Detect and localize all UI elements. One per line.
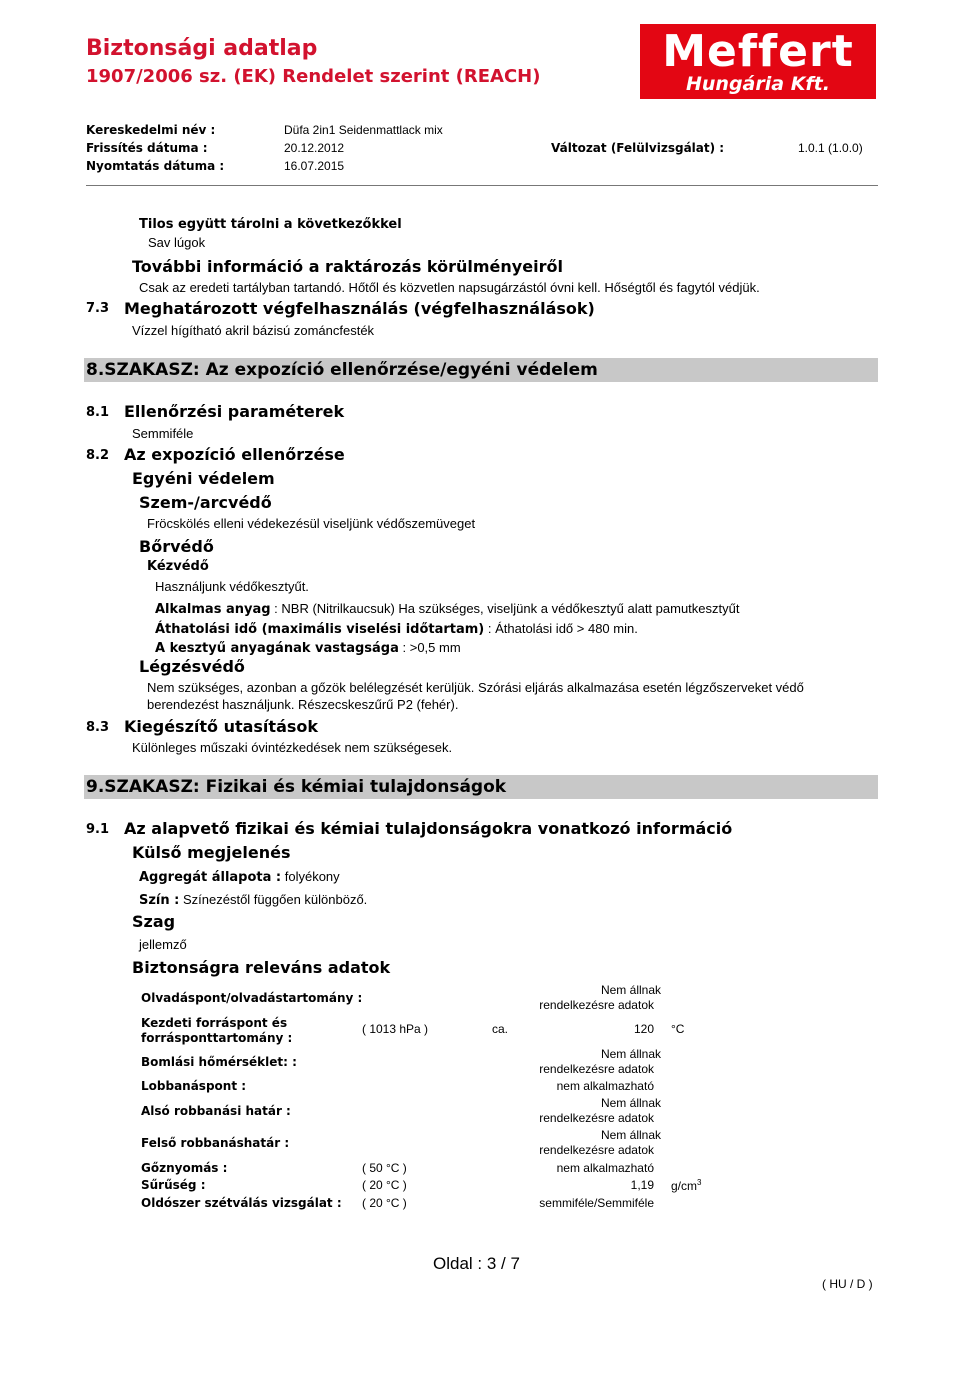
property-label-line2: forrásponttartomány : xyxy=(141,1031,293,1045)
property-value: nem alkalmazható xyxy=(556,1161,654,1175)
section-7-3-heading: Meghatározott végfelhasználás (végfelhasználások) xyxy=(124,299,595,318)
trade-name-label: Kereskedelmi név : xyxy=(86,123,216,137)
section-number-9-1: 9.1 xyxy=(86,822,110,837)
incompatible-heading: Tilos együtt tárolni a következőkkel xyxy=(139,217,402,232)
glove-thickness-line xyxy=(155,637,461,656)
incompatible-value: Sav lúgok xyxy=(148,235,206,250)
property-value-line2: rendelkezésre adatok xyxy=(539,998,654,1012)
property-condition: ( 1013 hPa ) xyxy=(362,1022,429,1036)
property-condition: ( 20 °C ) xyxy=(362,1196,407,1210)
section-9-band xyxy=(84,775,878,799)
breakthrough-text: : Áthatolási idő > 480 min. xyxy=(484,621,638,636)
hand-protection-text: Használjunk védőkesztyűt. xyxy=(155,579,309,594)
property-value: nem alkalmazható xyxy=(556,1079,654,1093)
trade-name: Düfa 2in1 Seidenmattlack mix xyxy=(284,123,443,137)
section-number-8-1: 8.1 xyxy=(86,405,110,420)
property-value: Nem állnak xyxy=(600,1047,661,1061)
updated-label: Frissítés dátuma : xyxy=(86,141,208,155)
property-label: Bomlási hőmérséklet: : xyxy=(141,1055,297,1069)
property-value: semmiféle/Semmiféle xyxy=(539,1196,654,1210)
property-unit-superscript: 3 xyxy=(697,1178,702,1187)
property-value: 1,19 xyxy=(630,1178,654,1192)
section-number-8-3: 8.3 xyxy=(86,720,110,735)
physical-state-label: Aggregát állapota : xyxy=(139,870,282,885)
property-label: Kezdeti forráspont és xyxy=(141,1016,288,1030)
section-8-3-heading: Kiegészítő utasítások xyxy=(124,717,319,736)
storage-text: Csak az eredeti tartályban tartandó. Hőtől és közvetlen napsugárzástól óvni kell. Hőségtől és fagytól védjük. xyxy=(139,280,760,295)
eye-protection-text: Fröcskölés elleni védekezésül viseljünk védőszemüveget xyxy=(147,516,476,531)
property-value-line2: rendelkezésre adatok xyxy=(539,1143,654,1157)
section-9-1-heading: Az alapvető fizikai és kémiai tulajdonságokra vonatkozó információ xyxy=(124,819,733,838)
section-8-1-text: Semmiféle xyxy=(132,426,194,441)
property-approx: ca. xyxy=(492,1022,509,1036)
odour-heading: Szag xyxy=(132,912,176,931)
breakthrough-line xyxy=(155,618,638,637)
color-value: Színezéstől függően különböző. xyxy=(179,892,368,907)
property-label: Felső robbanáshatár : xyxy=(141,1136,290,1150)
color-label: Szín : xyxy=(139,893,180,908)
section-8-band xyxy=(84,358,878,382)
glove-material-label: Alkalmas anyag xyxy=(155,602,271,617)
document-title: Biztonsági adatlap xyxy=(86,36,318,61)
property-value-line2: rendelkezésre adatok xyxy=(539,1062,654,1076)
section-9-title: 9.SZAKASZ: Fizikai és kémiai tulajdonságok xyxy=(86,777,507,797)
property-label: Gőznyomás : xyxy=(141,1161,228,1175)
section-number-7-3: 7.3 xyxy=(86,301,110,316)
glove-material-line xyxy=(155,598,739,617)
company-logo xyxy=(640,24,876,99)
odour-value: jellemző xyxy=(139,937,187,952)
physical-state-line xyxy=(139,866,340,885)
property-value: 120 xyxy=(633,1022,654,1036)
property-value-line2: rendelkezésre adatok xyxy=(539,1111,654,1125)
property-unit-base: g/cm xyxy=(671,1179,698,1193)
skin-protection-heading: Bőrvédő xyxy=(139,537,214,556)
property-condition: ( 20 °C ) xyxy=(362,1178,407,1192)
property-label: Alsó robbanási határ : xyxy=(141,1104,291,1118)
physical-state-value: folyékony xyxy=(281,869,340,884)
section-number-8-2: 8.2 xyxy=(86,448,110,463)
version: 1.0.1 (1.0.0) xyxy=(798,141,863,155)
header-divider xyxy=(86,185,878,186)
appearance-heading: Külső megjelenés xyxy=(132,843,291,862)
logo-line1: Meffert xyxy=(662,26,854,77)
section-8-2-heading: Az expozíció ellenőrzése xyxy=(124,445,345,464)
print-date-label: Nyomtatás dátuma : xyxy=(86,159,225,173)
language-code: ( HU / D ) xyxy=(822,1277,873,1291)
eye-protection-heading: Szem-/arcvédő xyxy=(139,493,272,512)
property-label: Sűrűség : xyxy=(141,1178,206,1192)
print-date: 16.07.2015 xyxy=(284,159,345,173)
glove-thickness-label: A kesztyű anyagának vastagsága xyxy=(155,641,399,656)
property-unit xyxy=(671,1178,701,1193)
respiratory-protection-heading: Légzésvédő xyxy=(139,657,245,676)
storage-heading: További információ a raktározás körülményeiről xyxy=(132,257,563,276)
section-8-3-text: Különleges műszaki óvintézkedések nem szükségesek. xyxy=(132,740,453,755)
property-unit: °C xyxy=(671,1022,685,1036)
hand-protection-heading: Kézvédő xyxy=(147,559,209,574)
glove-thickness-text: : >0,5 mm xyxy=(398,640,461,655)
breakthrough-label: Áthatolási idő (maximális viselési időtartam) xyxy=(155,622,485,637)
color-line xyxy=(139,889,367,908)
version-label: Változat (Felülvizsgálat) : xyxy=(551,141,725,155)
property-condition: ( 50 °C ) xyxy=(362,1161,407,1175)
logo-line2: Hungária Kft. xyxy=(686,73,830,95)
property-label: Lobbanáspont : xyxy=(141,1079,247,1093)
section-8-1-heading: Ellenőrzési paraméterek xyxy=(124,402,345,421)
property-value: Nem állnak xyxy=(600,983,661,997)
page-number: Oldal : 3 / 7 xyxy=(433,1254,520,1273)
updated-date: 20.12.2012 xyxy=(284,141,345,155)
respiratory-text-line2: berendezést használjunk. Részecskeszűrű P2 (fehér). xyxy=(147,697,459,712)
property-value: Nem állnak xyxy=(600,1096,661,1110)
document-subtitle: 1907/2006 sz. (EK) Rendelet szerint (REACH) xyxy=(86,66,541,87)
glove-material-text: : NBR (Nitrilkaucsuk) Ha szükséges, viseljünk a védőkesztyű alatt pamutkesztyűt xyxy=(270,601,740,616)
property-label: Oldószer szétválás vizsgálat : xyxy=(141,1196,342,1210)
safety-data-heading: Biztonságra releváns adatok xyxy=(132,958,391,977)
section-7-3-text: Vízzel hígítható akril bázisú zománcfesték xyxy=(132,323,375,338)
personal-protection-heading: Egyéni védelem xyxy=(132,469,275,488)
respiratory-text-line1: Nem szükséges, azonban a gőzök belélegzését kerüljük. Szórási eljárás alkalmazása esetén légzőszerveket védő xyxy=(147,680,804,695)
property-label: Olvadáspont/olvadástartomány : xyxy=(141,991,363,1005)
property-value: Nem állnak xyxy=(600,1128,661,1142)
section-8-title: 8.SZAKASZ: Az expozíció ellenőrzése/egyéni védelem xyxy=(86,360,598,380)
